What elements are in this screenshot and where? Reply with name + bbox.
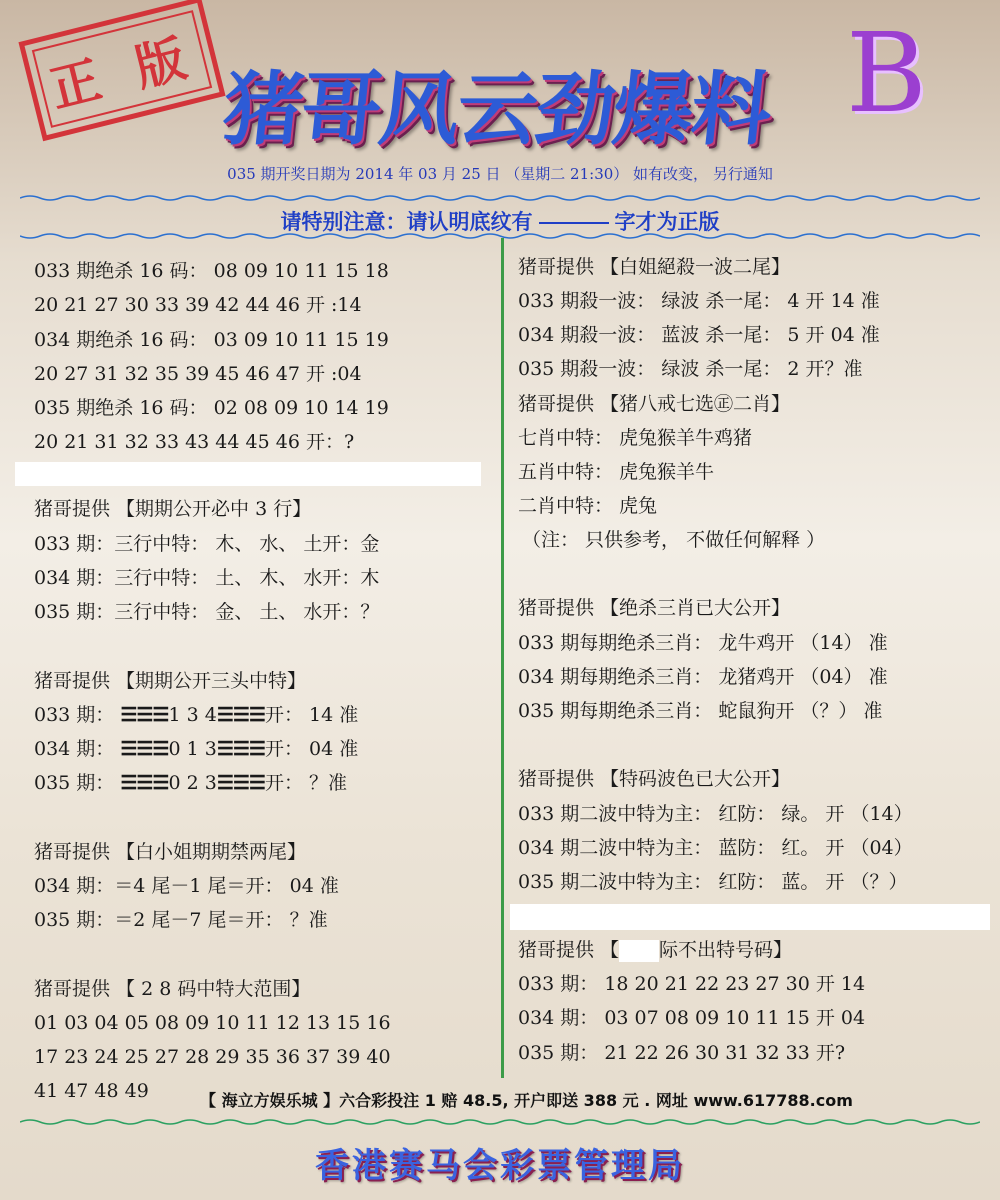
heads-row [34, 774, 347, 793]
wave-title: 猪哥提供 【白姐絕殺一波二尾】 [518, 256, 791, 278]
trigram-bars-icon: ☰☰☰ [216, 738, 265, 760]
range28-title: 猪哥提供 【 2 8 码中特大范围】 [34, 978, 311, 1000]
edition-letter: B [846, 9, 927, 137]
heads-result: 开： ？准 [264, 772, 347, 794]
nospecial-title-left: 猪哥提供 【 [518, 939, 620, 961]
kill16-line: 20 27 31 32 35 39 45 46 47 开 :04 [34, 363, 362, 385]
heads-result: 开： 14 准 [264, 704, 359, 726]
column-divider [501, 238, 504, 1078]
wave-row: 033 期殺一波： 绿波 杀一尾： 4 开 14 准 [518, 290, 880, 312]
heads-digits: 0 2 3 [168, 772, 217, 794]
trigram-bars-icon: ☰☰☰ [216, 704, 265, 726]
casino-ad-banner: 【 海立方娱乐城 】六合彩投注 1 赔 48.5, 开户即送 388 元 . 网址 www.617788.com [200, 1091, 853, 1110]
tails-row: 035 期：＝2 尾－7 尾＝开： ？准 [34, 909, 328, 931]
wuxing-row: 035 期：三行中特： 金、 土、 水开：？ [34, 601, 380, 623]
zodiac-row: 七肖中特： 虎兔猴羊牛鸡猪 [518, 427, 753, 449]
heads-row [34, 706, 358, 725]
kill16-line: 033 期绝杀 16 码： 08 09 10 11 15 18 [34, 260, 389, 282]
kill16-line: 034 期绝杀 16 码： 03 09 10 11 15 19 [34, 329, 389, 351]
nospecial-row: 034 期： 03 07 08 09 10 11 15 开 04 [518, 1007, 866, 1029]
zodiac-title: 猪哥提供 【猪八戒七选㊣二肖】 [518, 393, 791, 415]
color-row: 033 期二波中特为主： 红防： 绿。 开 （14） [518, 803, 913, 825]
zodiac-note: （注： 只供参考， 不做任何解释 ） [522, 529, 826, 551]
range28-row: 01 03 04 05 08 09 10 11 12 13 15 16 [34, 1012, 391, 1034]
trigram-bars-icon: ☰☰☰ [216, 772, 265, 794]
white-mask-bar [15, 462, 481, 486]
kill16-line: 035 期绝杀 16 码： 02 08 09 10 14 19 [34, 397, 389, 419]
white-mask-bar [510, 904, 990, 930]
draw-date-line: 035 期开奖日期为 2014 年 03 月 25 日 （星期二 21:30） 如有改变， 另行通知 [227, 165, 773, 183]
heads-period: 035 期： [34, 772, 115, 794]
kill3-row: 033 期每期绝杀三肖： 龙牛鸡开 （14） 准 [518, 632, 888, 654]
color-title: 猪哥提供 【特码波色已大公开】 [518, 768, 791, 790]
page-title: 猪哥风云劲爆料 [218, 63, 775, 156]
zodiac-row: 五肖中特： 虎兔猴羊牛 [518, 461, 715, 483]
tails-title: 猪哥提供 【白小姐期期禁两尾】 [34, 841, 307, 863]
nospecial-title [518, 940, 792, 962]
wave-divider-top [20, 194, 980, 202]
wave-row: 035 期殺一波： 绿波 杀一尾： 2 开？准 [518, 358, 863, 380]
wave-divider-footer [20, 1118, 980, 1126]
kill3-row: 035 期每期绝杀三肖： 蛇鼠狗开 （？） 准 [518, 700, 883, 722]
nospecial-row: 035 期： 21 22 26 30 31 32 33 开? [518, 1042, 846, 1064]
heads-digits: 0 1 3 [168, 738, 217, 760]
wuxing-title: 猪哥提供 【期期公开必中 3 行】 [34, 498, 312, 520]
range28-row: 17 23 24 25 27 28 29 35 36 37 39 40 [34, 1046, 391, 1068]
heads-result: 开： 04 准 [264, 738, 359, 760]
heads-period: 033 期： [34, 704, 115, 726]
kill3-title: 猪哥提供 【绝杀三肖已大公开】 [518, 597, 791, 619]
agency-name: 香港赛马会彩票管理局 [315, 1146, 685, 1186]
notice-left: 请特别注意：请认明底纹有 [280, 210, 533, 234]
wuxing-row: 033 期：三行中特： 木、 水、 土开：金 [34, 533, 380, 555]
trigram-bars-icon: ☰☰☰ [120, 704, 169, 726]
color-row: 035 期二波中特为主： 红防： 蓝。 开 （？） [518, 871, 908, 893]
tails-row: 034 期：＝4 尾－1 尾＝开： 04 准 [34, 875, 339, 897]
genuine-stamp [18, 0, 225, 141]
heads-digits: 1 3 4 [168, 704, 217, 726]
wave-row: 034 期殺一波： 蓝波 杀一尾： 5 开 04 准 [518, 324, 880, 346]
wave-divider-bottom [20, 232, 980, 240]
nospecial-title-right: 际不出特号码】 [659, 939, 793, 961]
stamp-text: 正 版 [32, 10, 212, 128]
nospecial-row: 033 期： 18 20 21 22 23 27 30 开 14 [518, 973, 866, 995]
notice-blank [539, 222, 609, 224]
kill16-line: 20 21 27 30 33 39 42 44 46 开 :14 [34, 294, 362, 316]
title-mask [619, 940, 659, 962]
heads-period: 034 期： [34, 738, 115, 760]
heads-title: 猪哥提供 【期期公开三头中特】 [34, 670, 307, 692]
color-row: 034 期二波中特为主： 蓝防： 红。 开 （04） [518, 837, 913, 859]
trigram-bars-icon: ☰☰☰ [120, 738, 169, 760]
notice-right: 字才为正版 [614, 210, 720, 234]
kill3-row: 034 期每期绝杀三肖： 龙猪鸡开 （04） 准 [518, 666, 888, 688]
zodiac-row: 二肖中特： 虎兔 [518, 495, 658, 517]
wuxing-row: 034 期：三行中特： 土、 木、 水开：木 [34, 567, 380, 589]
heads-row [34, 740, 358, 759]
trigram-bars-icon: ☰☰☰ [120, 772, 169, 794]
kill16-line: 20 21 31 32 33 43 44 45 46 开：? [34, 431, 355, 453]
range28-row: 41 47 48 49 [34, 1080, 149, 1102]
